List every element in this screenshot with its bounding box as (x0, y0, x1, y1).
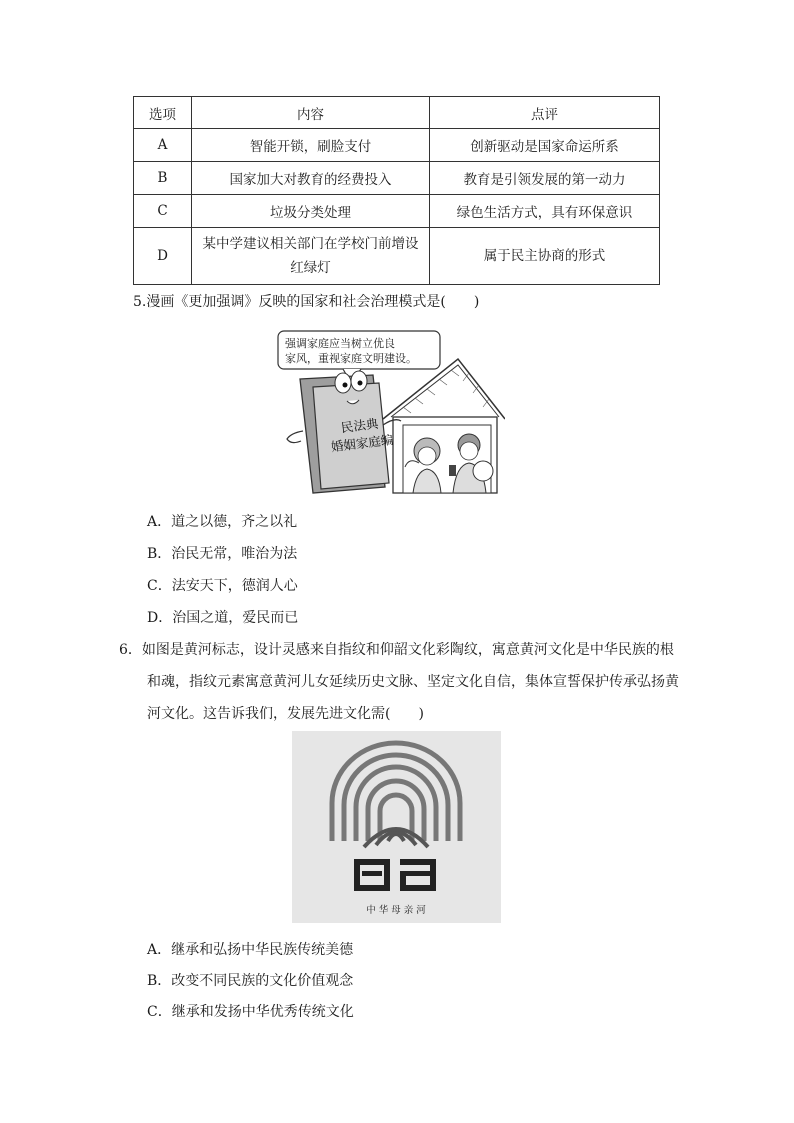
q5-option-d: D．治国之道，爱民而已 (147, 610, 299, 626)
row-comment: 属于民主协商的形式 (430, 228, 660, 285)
header-option: 选项 (134, 97, 192, 129)
options-table (133, 96, 660, 285)
q6-option-c: C．继承和发扬中华优秀传统文化 (147, 1004, 354, 1020)
speech-line: 强调家庭应当树立优良 (285, 337, 395, 350)
header-content: 内容 (192, 97, 430, 129)
yellow-river-logo (292, 731, 501, 923)
question-6-stem-line: 河文化。这告诉我们，发展先进文化需( ) (147, 706, 424, 722)
speech-line: 家风，重视家庭文明建设。 (285, 352, 417, 365)
table-header-row (134, 97, 660, 129)
fingerprint-icon (292, 731, 501, 923)
row-comment: 教育是引领发展的第一动力 (430, 162, 660, 195)
q6-option-a: A．继承和弘扬中华民族传统美德 (147, 942, 354, 958)
row-option: D (134, 228, 192, 285)
row-content (192, 228, 430, 285)
row-content: 垃圾分类处理 (192, 195, 430, 228)
civil-code-book-character (287, 371, 401, 493)
book-title: 民法典 (340, 415, 380, 436)
question-6-stem-line: 6．如图是黄河标志，设计灵感来自指纹和仰韶文化彩陶纹，寓意黄河文化是中华民族的根 (119, 642, 674, 658)
logo-subtitle: 中 华 母 亲 河 (366, 905, 426, 916)
header-comment: 点评 (430, 97, 660, 129)
row-content: 智能开锁，刷脸支付 (192, 129, 430, 162)
row-content: 国家加大对教育的经费投入 (192, 162, 430, 195)
table-row (134, 195, 660, 228)
cartoon-illustration (273, 327, 505, 495)
q5-option-b: B．治民无常，唯治为法 (147, 546, 298, 562)
book-title: 婚姻家庭编 (330, 431, 395, 455)
table-row (134, 162, 660, 195)
row-option: C (134, 195, 192, 228)
question-6-stem-line: 和魂，指纹元素寓意黄河儿女延续历史文脉、坚定文化自信，集体宣誓保护传承弘扬黄 (147, 674, 679, 690)
row-comment: 创新驱动是国家命运所系 (430, 129, 660, 162)
row-comment: 绿色生活方式，具有环保意识 (430, 195, 660, 228)
q5-option-a: A．道之以德，齐之以礼 (147, 514, 298, 530)
roof-tiles (403, 370, 489, 413)
question-5-stem: 5.漫画《更加强调》反映的国家和社会治理模式是( ) (133, 294, 480, 310)
table-row (134, 228, 660, 285)
row-option: A (134, 129, 192, 162)
q6-option-b: B．改变不同民族的文化价值观念 (147, 973, 354, 989)
q5-option-c: C．法安天下，德润人心 (147, 578, 298, 594)
row-content-line: 红绿灯 (290, 260, 331, 276)
row-option: B (134, 162, 192, 195)
logo-calligraphy-mark (354, 859, 436, 891)
row-content-line: 某中学建议相关部门在学校门前增设 (202, 236, 419, 252)
table-row (134, 129, 660, 162)
